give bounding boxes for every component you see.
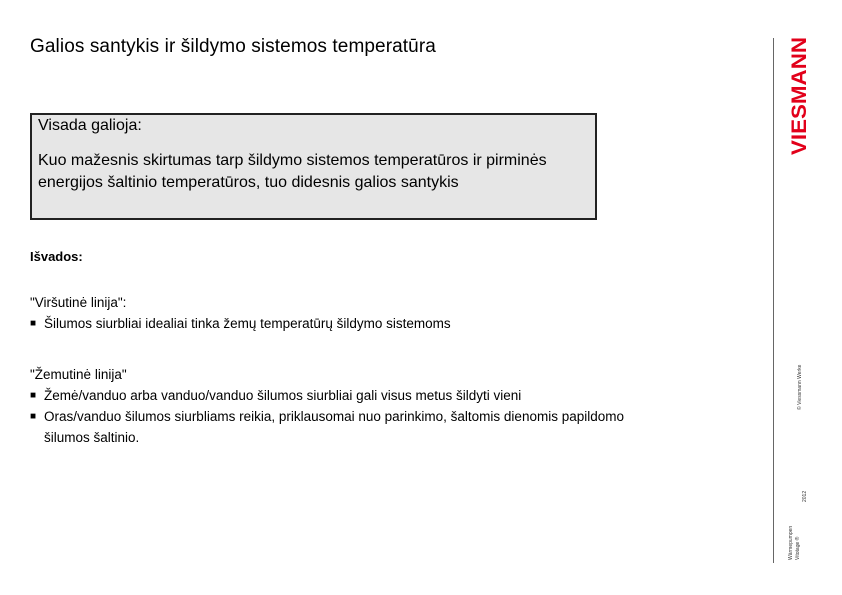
bullet-item	[30, 313, 624, 334]
bullet-item	[30, 406, 624, 448]
footer-product-line1: Wärmepumpen	[788, 525, 794, 560]
bullet-text: Šilumos siurbliai idealiai tinka žemų temperatūrų šildymo sistemoms	[44, 316, 451, 331]
upper-line-heading: "Viršutinė linija":	[30, 295, 127, 310]
bullet-square-icon: ■	[30, 411, 37, 422]
bullet-item	[30, 385, 624, 406]
bullet-text: Oras/vanduo šilumos siurbliams reikia, priklausomai nuo parinkimo, šaltomis dienomis papildomo šilumos šaltinio.	[44, 409, 624, 445]
logo-text: VIESMANN	[788, 44, 811, 155]
lower-line-section	[30, 364, 624, 448]
upper-line-section	[30, 292, 624, 334]
bullet-square-icon: ■	[30, 318, 37, 329]
viessmann-logo	[782, 35, 812, 155]
copyright-text: © Viessmann Werke	[797, 364, 803, 410]
bullet-text: Žemė/vanduo arba vanduo/vanduo šilumos siurbliai gali visus metus šildyti vieni	[44, 388, 522, 403]
rule-box-heading: Visada galioja:	[38, 117, 142, 134]
footer-product-line2: Vitotage ®	[795, 536, 801, 560]
slide-title: Galios santykis ir šildymo sistemos temperatūra	[30, 36, 436, 57]
rule-box-text: Kuo mažesnis skirtumas tarp šildymo sistemos temperatūros ir pirminės energijos šaltinio temperatūros, tuo didesnis galios santykis	[38, 152, 547, 191]
rule-box	[30, 113, 597, 220]
footer-year: 2012	[802, 490, 808, 502]
bullet-square-icon: ■	[30, 390, 37, 401]
conclusions-label: Išvados:	[30, 249, 83, 264]
lower-line-heading: "Žemutinė linija"	[30, 367, 127, 382]
divider-line	[773, 38, 774, 563]
